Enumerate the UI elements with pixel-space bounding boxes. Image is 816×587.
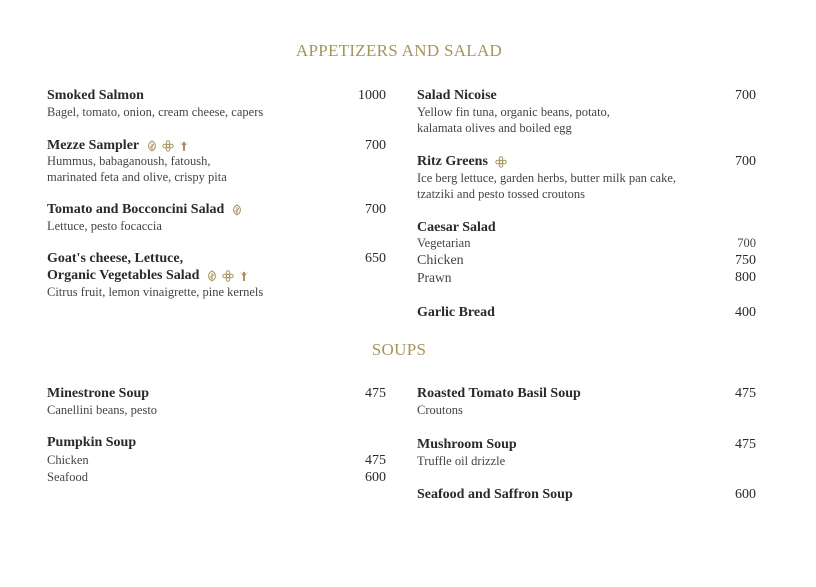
flower-icon bbox=[495, 156, 507, 168]
item-description: tzatziki and pesto tossed croutons bbox=[417, 187, 586, 201]
item-description: Bagel, tomato, onion, cream cheese, capers bbox=[47, 105, 264, 119]
chef-icon bbox=[178, 140, 190, 152]
item-option: Chicken 475 bbox=[47, 453, 386, 468]
chef-icon bbox=[238, 270, 250, 282]
leaf-icon bbox=[231, 204, 243, 216]
item-option: Prawn 800 bbox=[417, 270, 756, 285]
price: 700 bbox=[365, 202, 386, 217]
menu-item: Minestrone Soup 475 bbox=[47, 386, 386, 401]
item-description: Hummus, babaganoush, fatoush, bbox=[47, 154, 211, 168]
price: 1000 bbox=[358, 88, 386, 103]
item-description: kalamata olives and boiled egg bbox=[417, 121, 572, 135]
leaf-icon bbox=[206, 270, 218, 282]
item-description: Lettuce, pesto focaccia bbox=[47, 219, 162, 233]
price: 650 bbox=[365, 251, 386, 266]
price: 600 bbox=[735, 487, 756, 502]
price: 475 bbox=[365, 386, 386, 401]
item-description: Canellini beans, pesto bbox=[47, 403, 158, 417]
price: 475 bbox=[735, 386, 756, 401]
item-option: Seafood 600 bbox=[47, 470, 386, 485]
flower-icon bbox=[222, 270, 234, 282]
menu-item: Goat's cheese, Lettuce, 650 bbox=[47, 251, 386, 266]
menu-item: Seafood and Saffron Soup 600 bbox=[417, 487, 756, 502]
price: 700 bbox=[735, 154, 756, 169]
menu-item: Mushroom Soup 475 bbox=[417, 437, 756, 452]
price: 700 bbox=[735, 88, 756, 103]
menu-item: Ritz Greens 700 bbox=[417, 154, 756, 169]
item-description: Truffle oil drizzle bbox=[417, 454, 506, 468]
menu-item: Smoked Salmon 1000 bbox=[47, 88, 386, 103]
section-title-soups: SOUPS bbox=[371, 340, 427, 359]
menu-item: Pumpkin Soup bbox=[47, 435, 137, 450]
price: 400 bbox=[735, 305, 756, 320]
item-description: Croutons bbox=[417, 403, 463, 417]
menu-item: Salad Nicoise 700 bbox=[417, 88, 756, 103]
item-description: Yellow fin tuna, organic beans, potato, bbox=[417, 105, 610, 119]
menu-item: Garlic Bread 400 bbox=[417, 305, 756, 320]
item-description: marinated feta and olive, crispy pita bbox=[47, 170, 227, 184]
menu-item: Tomato and Bocconcini Salad 700 bbox=[47, 202, 386, 217]
item-description: Citrus fruit, lemon vinaigrette, pine kernels bbox=[47, 285, 264, 299]
leaf-icon bbox=[146, 140, 158, 152]
menu-item: Roasted Tomato Basil Soup 475 bbox=[417, 386, 756, 401]
item-description: Ice berg lettuce, garden herbs, butter milk pan cake, bbox=[417, 171, 677, 185]
menu-item: Mezze Sampler 700 bbox=[47, 138, 386, 153]
item-option: Chicken 750 bbox=[417, 253, 756, 268]
section-title-appetizers: APPETIZERS AND SALAD bbox=[295, 41, 503, 60]
menu-item: Caesar Salad bbox=[417, 220, 496, 235]
flower-icon bbox=[162, 140, 174, 152]
price: 700 bbox=[365, 138, 386, 153]
price: 475 bbox=[735, 437, 756, 452]
item-option: Vegetarian 700 bbox=[417, 236, 756, 250]
